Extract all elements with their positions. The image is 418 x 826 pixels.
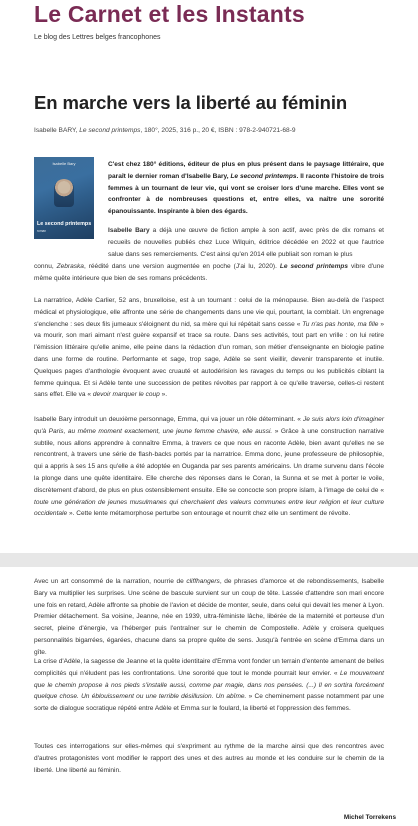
para3-quote-2: devoir marquer le coup — [92, 391, 160, 399]
paragraph-crisis — [34, 656, 384, 715]
para3-text-c: ». — [159, 391, 168, 399]
blog-subtitle: Le blog des Lettres belges francophones — [34, 34, 161, 41]
paragraph-narrator — [34, 295, 384, 401]
meta-book-title: Le second printemps — [79, 127, 141, 134]
para3-quote-1: Tu n'as pas honte, ma fille — [302, 320, 379, 328]
para2-text-a: a déjà une œuvre de fiction ample à son actif, avec près de dix romans et recueils de nouvelles publiés chez Luce Wilquin, éditrice décédée en 2022 et que l'autrice salue dans ses remerciements. C'est ainsi qu'en 2014 elle publiait son roman le plus — [108, 227, 384, 258]
para4-quote-1: Je suis alors loin d'imaginer qu'à Paris, au même moment exactement, une jeune femme chavire, elle aussi. — [34, 416, 384, 435]
intro-text-a: C'est chez 180° éditions, éditeur de plus en plus présent dans le paysage littéraire, que paraît le dernier roman d'Isabelle Bary, — [108, 161, 384, 180]
blog-title[interactable]: Le Carnet et les Instants — [34, 1, 305, 27]
para5-text-b: , de phrases d'amorce et de rebondissements, Isabelle Bary va multiplier les surprises. Une scène de bascule survient sur un coup de tête. Lassée d'attendre son mari encore une fois en retard, Adèle affronte sa phobie de l'avion et décide de monter, seule, dans celui qui devait les mener à Lyon. Premier détachement. Sa voisine, Jeanne, née en 1939, ultra-féministe lâche, libérée de la maternité et porteuse d'un secret, pleine d'énergie, va l'héberger puis l'entraîner sur le chemin de Compostelle. Adèle y croisera quelques personnalités bigarrées, égarées, chacune dans sa propre quête de sens. Jusqu'à l'entrée en scène d'Emma dans un gîte. — [34, 578, 384, 656]
meta-author: Isabelle BARY — [34, 127, 76, 134]
intro-paragraph — [108, 159, 384, 218]
cover-author: Isabelle Bary — [52, 161, 76, 166]
cover-figure-illustration — [54, 179, 74, 207]
paragraph-author-cont — [34, 261, 384, 285]
para6-quote: Le mouvement que le chemin propose à nos pieds s'installe aussi, comme par magie, dans nos pensées. (...) Il en sortira forcément quelque chose. Un éblouissement ou une terrible désillusion. Un abîme. — [34, 669, 384, 701]
paragraph-conclusion: Toutes ces interrogations sur elles-mêmes qui s'expriment au rythme de la marche ainsi que des rencontres avec d'autres protagonistes vont modifier le rapport des unes et des autres au monde et les conduire sur le chemin de la liberté. Une liberté au féminin. — [34, 743, 384, 774]
cover-title: Le second printemps — [37, 221, 92, 227]
meta-details: , 180°, 2025, 316 p., 20 €, ISBN : 978-2-940721-68-9 — [140, 127, 296, 134]
paragraph-author — [108, 225, 384, 260]
book-cover-image — [34, 157, 94, 239]
cover-label: roman — [37, 229, 47, 233]
page-divider — [0, 553, 418, 567]
intro-text-b: . Il raconte l'histoire de trois femmes à un tournant de leur vie, qui vont se croiser lors d'une marche. Elles vont se confronter à de nombreuses questions et, entre elles, va naître une sororité épanouissante. Inspirante à bien des égards. — [108, 172, 384, 216]
zebraska-title: Zebraska — [56, 263, 84, 270]
para4-text-b: » Grâce à une construction narrative subtile, nous allons apprendre à connaître Emma, à travers ce que nous en raconte Adèle, bien avant qu'elles ne se rencontrent, à travers une série de flash-backs portés par la narratrice. Emma donc, jeune professeure de philosophie, qui a appris à ses 15 ans qu'elle a été adoptée en Ouganda par ses parents américains. Un drame survenu dans l'école la plonge dans une quête identitaire. Elle cherche des réponses dans le Coran, la Sunna et se met à porter le voile, discrètement d'abord, de plus en plus ostensiblement ensuite. Elle se concocte son propre islam, à l'image de celui de « — [34, 427, 384, 494]
book-meta: Isabelle BARY, Le second printemps, 180°, 2025, 316 p., 20 €, ISBN : 978-2-940721-68-9 — [34, 127, 296, 134]
para2-text-d: vibre d'une même quête intérieure que bien de ses romans précédents. — [34, 263, 384, 282]
para4-quote-2: toute une génération de jeunes musulmanes qui cherchaient des valeurs communes entre leur religion et leur culture occidentale — [34, 498, 384, 518]
intro-book-title: Le second printemps — [230, 172, 297, 180]
para6-text-a: La crise d'Adèle, la sagesse de Jeanne et la quête identitaire d'Emma vont fonder un terrain d'entente amenant de belles complicités qui n'éludent pas les confrontations. Une sororité que tout le monde pourrait leur envier. « — [34, 658, 384, 677]
article-signature: Michel Torrekens — [343, 814, 396, 821]
para3-text-a: La narratrice, Adèle Carlier, 52 ans, bruxelloise, est à un tournant : celui de la ménopause. Bien au-delà de l'aspect médical et physiologique, elle affronte une série de changements dans une vie qui, pourtant, la comblait. Un engrenage s'enclenche : ses deux fils jumeaux s'éloignent du nid, sa mère qui lui répétait sans cesse « — [34, 297, 384, 328]
cliffhangers-word: cliffhangers — [186, 578, 220, 585]
para4-text-a: Isabelle Bary introduit un deuxième personnage, Emma, qui va jouer un rôle déterminant. « — [34, 416, 303, 423]
author-name: Isabelle Bary — [108, 227, 150, 234]
para2-text-b: connu, — [34, 263, 57, 270]
para4-text-c: ». Cette lente métamorphose perturbe son entourage et nourrit chez elle un sentiment de révolte. — [67, 510, 351, 518]
para2-book-title: Le second printemps — [279, 263, 349, 270]
para2-text-c: , réédité dans une version augmentée en poche (J'ai lu, 2020). — [83, 263, 280, 270]
para6-text-b: » Ce cheminement passe notamment par une sorte de dialogue socratique répété entre Adèle et Emma sur le foulard, la liberté et l'oppression des femmes. — [34, 693, 384, 713]
para5-text-a: Avec un art consommé de la narration, nourrie de — [34, 578, 187, 585]
paragraph-emma — [34, 414, 384, 520]
para3-text-b: » va mourir, son mari aimant n'est guère expansif et trace sa route. Dans ses activités, tout part en vrille : on lui retire l'émission littéraire qu'elle anime, elle peine dans la rédaction d'un roman, son métier d'enseignante en biologie patine dans une forme de routine. Performante et sage, trop sage, Adèle se sent vieillir, devenir transparente et inutile. Quelques pages d'anthologie évoquent avec cruauté et autodérision les ravages du temps ou les publicités ciblant la femme quinqua. Et si Adèle tente une succession de petites révoltes par rapport à ce qu'elle traverse, celles-ci restent sans effet. Elle va « — [34, 320, 384, 399]
article-page-bottom — [0, 567, 418, 826]
paragraph-narration-art — [34, 576, 384, 659]
article-title: En marche vers la liberté au féminin — [34, 92, 348, 113]
